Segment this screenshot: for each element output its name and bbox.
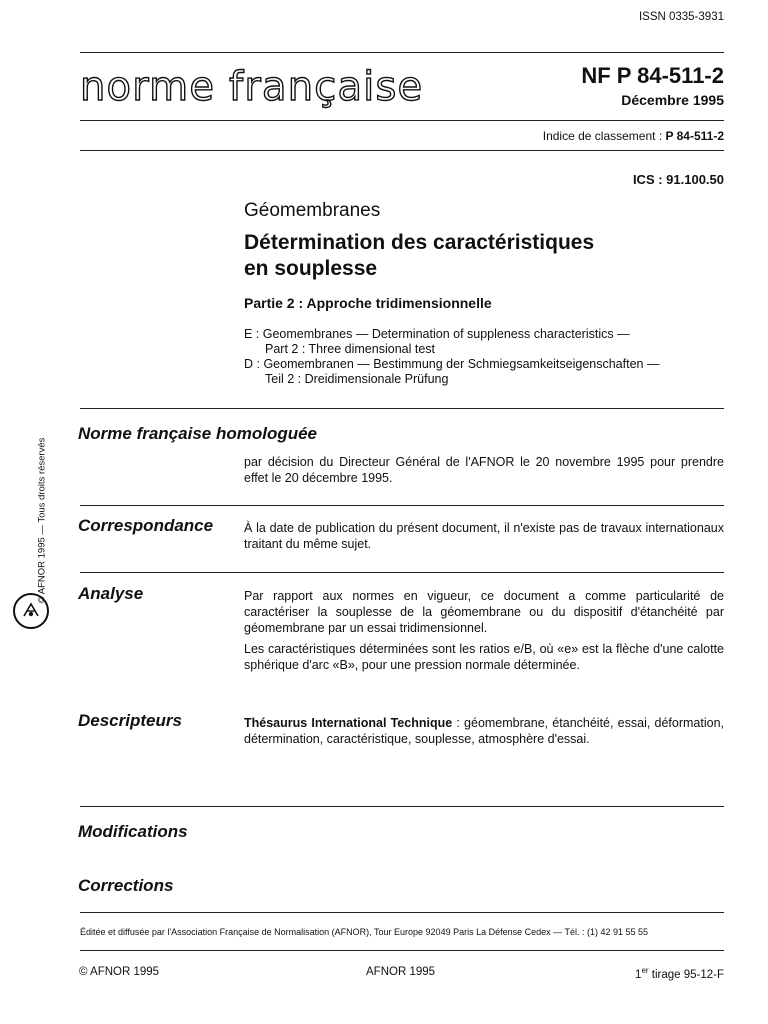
section-body-correspondance: À la date de publication du présent document, il n'existe pas de travaux internationaux traitant du même sujet. (244, 521, 724, 551)
descripteurs-lead: Thésaurus International Technique (244, 716, 453, 730)
section-rule-correspondance (80, 505, 724, 506)
section-heading-homologuee: Norme française homologuée (78, 424, 318, 443)
classification-label: Indice de classement : (542, 129, 663, 143)
subject: Géomembranes (244, 200, 381, 221)
section-heading-descripteurs: Descripteurs (78, 711, 182, 730)
header-rule (80, 120, 724, 121)
section-body-descripteurs (244, 715, 724, 747)
publication-date: Décembre 1995 (621, 92, 724, 108)
afnor-logo-icon (13, 593, 49, 629)
translation-de-part: Teil 2 : Dreidimensionale Prüfung (265, 372, 449, 386)
descripteurs-text: : géomembrane, étanchéité, essai, déformation, détermination, caractéristique, souplesse, atmosphère d'essai. (244, 716, 724, 746)
header-top-rule (80, 52, 724, 53)
footer-rule-top (80, 912, 724, 913)
part-title: Partie 2 : Approche tridimensionnelle (244, 295, 492, 311)
footer-printing (635, 966, 724, 981)
section-rule-analyse (80, 572, 724, 573)
classification-index (543, 129, 724, 143)
brand-title: norme française (80, 64, 424, 110)
printing-suffix: er (641, 966, 649, 975)
section-rule-homologuee (80, 408, 724, 409)
translation-en-part: Part 2 : Three dimensional test (265, 342, 435, 356)
issn-number: ISSN 0335-3931 (638, 11, 724, 23)
section-heading-correspondance: Correspondance (78, 516, 214, 535)
editor-line: Éditée et diffusée par l'Association Française de Normalisation (AFNOR), Tour Europe 92049 Paris La Défense Cedex — Tél. : (1) 42 91 55 55 (80, 927, 649, 937)
analyse-paragraph-1: Par rapport aux normes en vigueur, ce document a comme particularité de caractériser la souplesse de la géomembrane ou du dispositif d'étanchéité par géomembrane par un essai tridimensionnel. (244, 589, 724, 635)
section-body-homologuee: par décision du Directeur Général de l'AFNOR le 20 novembre 1995 pour prendre effet le 20 décembre 1995. (244, 455, 724, 485)
section-rule-modifications (80, 806, 724, 807)
section-heading-analyse: Analyse (78, 584, 144, 603)
section-heading-corrections: Corrections (78, 876, 174, 895)
title-line-1: Détermination des caractéristiques (244, 231, 595, 254)
footer-copyright: © AFNOR 1995 (79, 966, 160, 978)
analyse-paragraph-2: Les caractéristiques déterminées sont les ratios e/B, où «e» est la flèche d'une calotte sphérique d'arc «B», pour une pression normale déterminée. (244, 642, 724, 672)
ics-code: ICS : 91.100.50 (632, 172, 724, 187)
indice-rule (80, 150, 724, 151)
translation-en: E : Geomembranes — Determination of suppleness characteristics — (244, 327, 630, 341)
standard-number: NF P 84-511-2 (581, 63, 724, 88)
section-heading-modifications: Modifications (78, 822, 188, 841)
document-title (244, 230, 594, 282)
footer-center: AFNOR 1995 (366, 966, 436, 978)
translation-de: D : Geomembranen — Bestimmung der Schmiegsamkeitseigenschaften — (244, 357, 660, 371)
classification-value: P 84-511-2 (665, 129, 724, 143)
title-line-2: en souplesse (244, 257, 378, 280)
logo-mark-icon (21, 601, 41, 621)
printing-code: tirage 95-12-F (648, 968, 724, 981)
printing-number: 1 (635, 968, 642, 981)
section-body-analyse (244, 588, 724, 673)
footer-rule-bottom (80, 950, 724, 951)
side-copyright-text: © AFNOR 1995 — Tous droits réservés (36, 437, 48, 604)
